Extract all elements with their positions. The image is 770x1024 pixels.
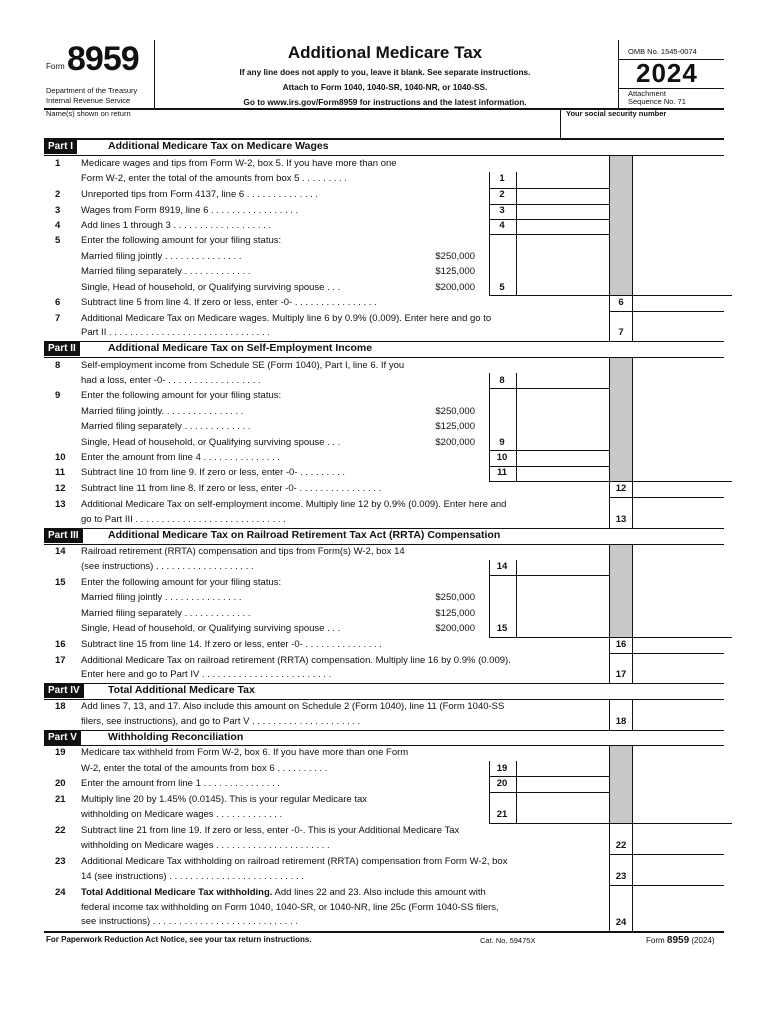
- dept-treasury: Department of the Treasury: [46, 86, 138, 95]
- shaded-cell: [610, 156, 632, 295]
- line-2-text: Unreported tips from Form 4137, line 6 . . . . . . . . . . . . . .: [81, 189, 319, 200]
- line-24-input[interactable]: [633, 885, 723, 930]
- line-20-input[interactable]: [517, 776, 608, 791]
- form-number: 8959: [67, 40, 139, 78]
- line-1-text: Medicare wages and tips from Form W-2, box 5. If you have more than one: [81, 158, 397, 169]
- ssn-field[interactable]: [566, 118, 722, 138]
- part-1-label: Part I: [44, 140, 77, 154]
- part-5-title: Withholding Reconciliation: [108, 731, 244, 743]
- line-24-text: Total Additional Medicare Tax withholding. Add lines 22 and 23. Also include this amount with: [81, 887, 486, 898]
- part-3-label: Part III: [44, 529, 83, 543]
- dept-irs: Internal Revenue Service: [46, 96, 131, 105]
- omb-number: OMB No. 1545-0074: [628, 47, 697, 56]
- instruction-3: Go to www.irs.gov/Form8959 for instructions and the latest information.: [243, 97, 527, 107]
- line-4-input[interactable]: [517, 219, 608, 234]
- part-5-label: Part V: [44, 731, 81, 745]
- line-21-text: Multiply line 20 by 1.45% (0.0145). This is your regular Medicare tax: [81, 794, 368, 805]
- line-12-text: Subtract line 11 from line 8. If zero or less, enter -0- . . . . . . . . . . . . . . . .: [81, 483, 382, 494]
- line-12-input[interactable]: [633, 481, 723, 496]
- part-4-title: Total Additional Medicare Tax: [108, 684, 255, 696]
- footer-form-ref: Form 8959 (2024): [646, 935, 715, 946]
- part-4-label: Part IV: [44, 684, 84, 698]
- line-4-text: Add lines 1 through 3 . . . . . . . . . . . . . . . . . . .: [81, 220, 272, 231]
- line-6-input[interactable]: [633, 295, 723, 310]
- ssn-label: Your social security number: [566, 109, 667, 118]
- line-14-input[interactable]: [517, 560, 608, 575]
- line-11-text: Subtract line 10 from line 9. If zero or less, enter -0- . . . . . . . . .: [81, 467, 345, 478]
- line-22-input[interactable]: [633, 823, 723, 854]
- part-1-title: Additional Medicare Tax on Medicare Wages: [108, 140, 329, 152]
- form-word: Form: [46, 62, 65, 71]
- line-14-text: Railroad retirement (RRTA) compensation and tips from Form(s) W-2, box 14: [81, 546, 405, 557]
- line-15-input[interactable]: [517, 622, 608, 637]
- cat-number: Cat. No. 59475X: [480, 936, 536, 945]
- line-5-input[interactable]: [517, 280, 608, 295]
- part-3-title: Additional Medicare Tax on Railroad Retirement Tax Act (RRTA) Compensation: [108, 529, 501, 541]
- line-2-input[interactable]: [517, 188, 608, 204]
- tax-year: 2024: [636, 58, 698, 88]
- line-3-text: Wages from Form 8919, line 6 . . . . . . . . . . . . . . . . .: [81, 205, 299, 216]
- line-10-text: Enter the amount from line 4 . . . . . . . . . . . . . . .: [81, 452, 281, 463]
- line-17-input[interactable]: [633, 653, 723, 682]
- line-21-input[interactable]: [517, 807, 608, 822]
- line-7-text: Additional Medicare Tax on Medicare wages. Multiply line 6 by 0.9% (0.009). Enter here and go to: [81, 313, 492, 324]
- line-3-input[interactable]: [517, 204, 608, 219]
- line-16-text: Subtract line 15 from line 14. If zero or less, enter -0- . . . . . . . . . . . . . . .: [81, 639, 382, 650]
- form-title: Additional Medicare Tax: [287, 43, 483, 62]
- line-8-text: Self-employment income from Schedule SE (Form 1040), Part I, line 6. If you: [81, 360, 405, 371]
- line-19-text: Medicare tax withheld from Form W-2, box 6. If you have more than one Form: [81, 747, 409, 758]
- line-18-input[interactable]: [633, 699, 723, 729]
- line-16-input[interactable]: [633, 637, 723, 652]
- line-7-input[interactable]: [633, 311, 723, 341]
- line-20-text: Enter the amount from line 1 . . . . . . . . . . . . . . .: [81, 778, 281, 789]
- line-5-text: Enter the following amount for your filing status:: [81, 235, 282, 246]
- line-13-text: Additional Medicare Tax on self-employment income. Multiply line 12 by 0.9% (0.009). Enter here and: [81, 499, 507, 510]
- part-2-label: Part II: [44, 342, 80, 356]
- name-label: Name(s) shown on return: [46, 109, 131, 118]
- line-8-input[interactable]: [517, 373, 608, 388]
- line-18-text: Add lines 7, 13, and 17. Also include this amount on Schedule 2 (Form 1040), line 11 (Form 1040-SS: [81, 701, 505, 712]
- line-1-input[interactable]: [517, 172, 608, 188]
- line-22-text: Subtract line 21 from line 19. If zero or less, enter -0-. This is your Additional Medicare Tax: [81, 825, 460, 836]
- line-10-input[interactable]: [517, 450, 608, 465]
- line-17-text: Additional Medicare Tax on railroad retirement (RRTA) compensation. Multiply line 16 by 0.9% (0.009).: [81, 655, 511, 666]
- name-field[interactable]: [46, 118, 558, 138]
- line-13-input[interactable]: [633, 497, 723, 528]
- line-15-text: Enter the following amount for your filing status:: [81, 577, 282, 588]
- instruction-2: Attach to Form 1040, 1040-SR, 1040-NR, or 1040-SS.: [282, 82, 488, 92]
- instruction-1: If any line does not apply to you, leave it blank. See separate instructions.: [239, 67, 531, 77]
- sequence-number: Sequence No. 71: [628, 97, 686, 106]
- line-19-input[interactable]: [517, 761, 608, 776]
- paperwork-notice: For Paperwork Reduction Act Notice, see your tax return instructions.: [46, 935, 312, 944]
- line-9-input[interactable]: [517, 435, 608, 450]
- line-9-text: Enter the following amount for your filing status:: [81, 390, 282, 401]
- line-23-input[interactable]: [633, 854, 723, 885]
- line-11-input[interactable]: [517, 466, 608, 481]
- line-23-text: Additional Medicare Tax withholding on railroad retirement (RRTA) compensation from Form W-2, box: [81, 856, 508, 867]
- line-6-text: Subtract line 5 from line 4. If zero or less, enter -0- . . . . . . . . . . . . . . . .: [81, 297, 377, 308]
- attachment-label: Attachment: [628, 89, 666, 98]
- part-2-title: Additional Medicare Tax on Self-Employment Income: [108, 342, 373, 354]
